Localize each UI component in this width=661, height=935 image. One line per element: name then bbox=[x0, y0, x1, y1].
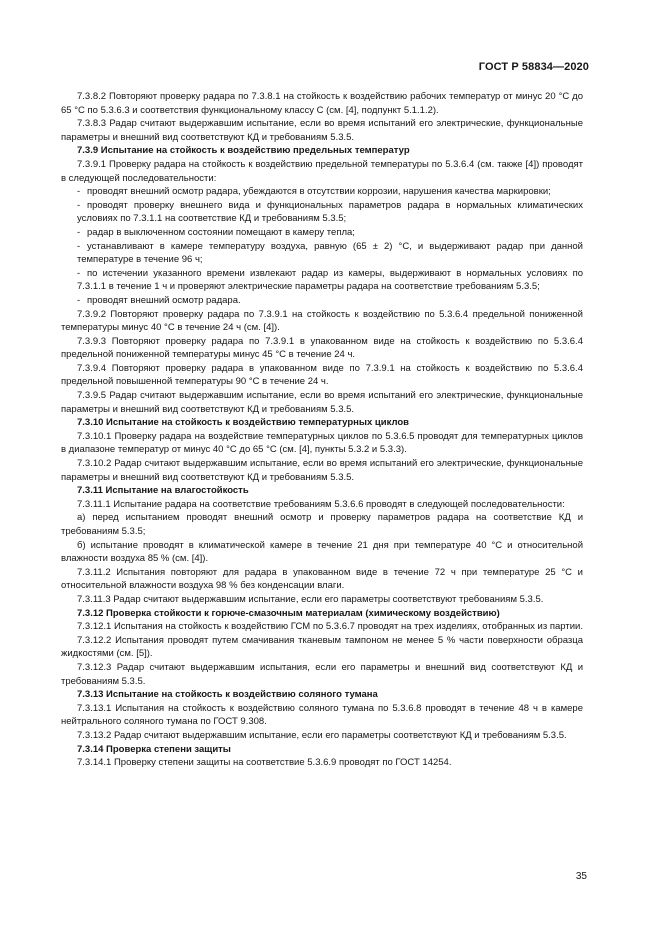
list-item-text: радар в выключенном состоянии помещают в камеру тепла; bbox=[87, 226, 355, 238]
list-item bbox=[61, 240, 583, 267]
paragraph: 7.3.9.5 Радар считают выдержавшим испытание, если во время испытаний его электрические, функциональные параметры и внешний вид соответствуют КД и требованиям 5.3.5. bbox=[61, 390, 583, 415]
list-item-text: устанавливают в камере температуру воздуха, равную (65 ± 2) °С, и выдерживают радар при данной температуре в течение 96 ч; bbox=[77, 240, 583, 266]
list-dash: - bbox=[77, 240, 81, 252]
paragraph: 7.3.13.2 Радар считают выдержавшим испытание, если его параметры соответствуют КД и требованиям 5.3.5. bbox=[77, 729, 567, 741]
section-heading: 7.3.14 Проверка степени защиты bbox=[77, 743, 231, 755]
paragraph: 7.3.9.1 Проверку радара на стойкость к воздействию предельной температуры по 5.3.6.4 (см. также [4]) проводят в следующей последовательности: bbox=[61, 158, 583, 184]
paragraph: 7.3.9.4 Повторяют проверку радара в упакованном виде по 7.3.9.1 на стойкость к воздействию по 5.3.6.4 предельной повышенной температуры 90 °С в течение 24 ч. bbox=[61, 362, 583, 388]
list-dash: - bbox=[77, 186, 81, 198]
paragraph: 7.3.11.3 Радар считают выдержавшим испытание, если его параметры соответствуют требованиям 5.3.5. bbox=[77, 593, 544, 605]
document-header: ГОСТ Р 58834—2020 bbox=[478, 61, 589, 73]
paragraph: 7.3.11.1 Испытание радара на соответствие требованиям 5.3.6.6 проводят в следующей последовательности: bbox=[77, 498, 565, 510]
document-body bbox=[61, 90, 583, 770]
list-item-text: проводят внешний осмотр радара. bbox=[87, 294, 241, 306]
paragraph: б) испытание проводят в климатической камере в течение 21 дня при температуре 40 °С и относительной влажности воздуха 85 % (см. [4]). bbox=[61, 539, 583, 565]
section-heading: 7.3.10 Испытание на стойкость к воздействию температурных циклов bbox=[77, 417, 409, 429]
list-item bbox=[61, 199, 583, 226]
section-heading: 7.3.9 Испытание на стойкость к воздействию предельных температур bbox=[77, 145, 410, 157]
section-heading: 7.3.13 Испытание на стойкость к воздействию соляного тумана bbox=[77, 689, 378, 701]
paragraph: 7.3.12.1 Испытания на стойкость к воздействию ГСМ по 5.3.6.7 проводят на трех изделиях, отобранных из партии. bbox=[77, 621, 583, 633]
paragraph: 7.3.10.1 Проверку радара на воздействие температурных циклов по 5.3.6.5 проводят для температурных циклов в диапазоне температур от минус 40 °С до 65 °С (см. [4], пункты 5.3.2 и 5.3.3). bbox=[61, 430, 583, 456]
paragraph: 7.3.9.3 Повторяют проверку радара по 7.3.9.1 в упакованном виде на стойкость к воздействию по 5.3.6.4 предельной пониженной температуры минус 45 °С в течение 24 ч. bbox=[61, 335, 583, 361]
list-item-text: по истечении указанного времени извлекают радар из камеры, выдерживают в нормальных условиях по 7.3.1.1 в течение 1 ч и проверяют электрические параметры радара на соответствие требованиям 5.3.5; bbox=[77, 267, 583, 293]
paragraph: 7.3.12.3 Радар считают выдержавшим испытания, если его параметры и внешний вид соответствуют КД и требованиям 5.3.5. bbox=[61, 661, 583, 687]
list-dash: - bbox=[77, 199, 81, 211]
paragraph: 7.3.8.2 Повторяют проверку радара по 7.3.8.1 на стойкость к воздействию рабочих температур от минус 20 °С до 65 °С по 5.3.6.3 и соответствия функциональному классу С (см. [4], подпункт 5.1.1.2). bbox=[61, 91, 583, 116]
page-number: 35 bbox=[575, 871, 587, 882]
section-heading: 7.3.11 Испытание на влагостойкость bbox=[77, 485, 249, 497]
list-item-text: проводят внешний осмотр радара, убеждаются в отсутствии коррозии, нарушения качества маркировки; bbox=[87, 186, 551, 198]
list-item bbox=[61, 267, 583, 294]
section-heading: 7.3.12 Проверка стойкости к горюче-смазочным материалам (химическому воздействию) bbox=[77, 607, 500, 619]
paragraph: а) перед испытанием проводят внешний осмотр и проверку параметров радара на соответствие КД и требованиям 5.3.5; bbox=[61, 512, 583, 537]
paragraph: 7.3.8.3 Радар считают выдержавшим испытание, если во время испытаний его электрические, функциональные параметры и внешний вид соответствуют КД и требованиям 5.3.5. bbox=[61, 118, 583, 143]
list-item-text: проводят проверку внешнего вида и функциональных параметров радара в нормальных климатических условиях по 7.3.1.1 на соответствие КД и требованиям 5.3.5; bbox=[77, 199, 583, 225]
list-dash: - bbox=[77, 294, 81, 306]
paragraph: 7.3.10.2 Радар считают выдержавшим испытание, если во время испытаний его электрические, функциональные параметры и внешний вид соответствуют КД и требованиям 5.3.5. bbox=[61, 458, 583, 483]
list-item bbox=[61, 294, 583, 308]
paragraph: 7.3.11.2 Испытания повторяют для радара в упакованном виде в течение 72 ч при температуре 25 °С и относительной влажности воздуха 98 % без конденсации влаги. bbox=[61, 566, 583, 592]
list-dash: - bbox=[77, 267, 81, 279]
paragraph: 7.3.12.2 Испытания проводят путем смачивания тканевым тампоном не менее 5 % части поверхности образца жидкостями (см. [5]). bbox=[61, 634, 583, 660]
list-dash: - bbox=[77, 226, 81, 238]
paragraph: 7.3.14.1 Проверку степени защиты на соответствие 5.3.6.9 проводят по ГОСТ 14254. bbox=[77, 757, 452, 769]
paragraph: 7.3.13.1 Испытания на стойкость к воздействию соляного тумана по 5.3.6.8 проводят в течение 48 ч в камере нейтрального соляного тумана по ГОСТ 9.308. bbox=[61, 702, 583, 728]
list-item bbox=[61, 226, 583, 240]
list-item bbox=[61, 185, 583, 199]
paragraph: 7.3.9.2 Повторяют проверку радара по 7.3.9.1 на стойкость к воздействию по 5.3.6.4 предельной пониженной температуры минус 40 °С в течение 24 ч (см. [4]). bbox=[61, 308, 583, 334]
